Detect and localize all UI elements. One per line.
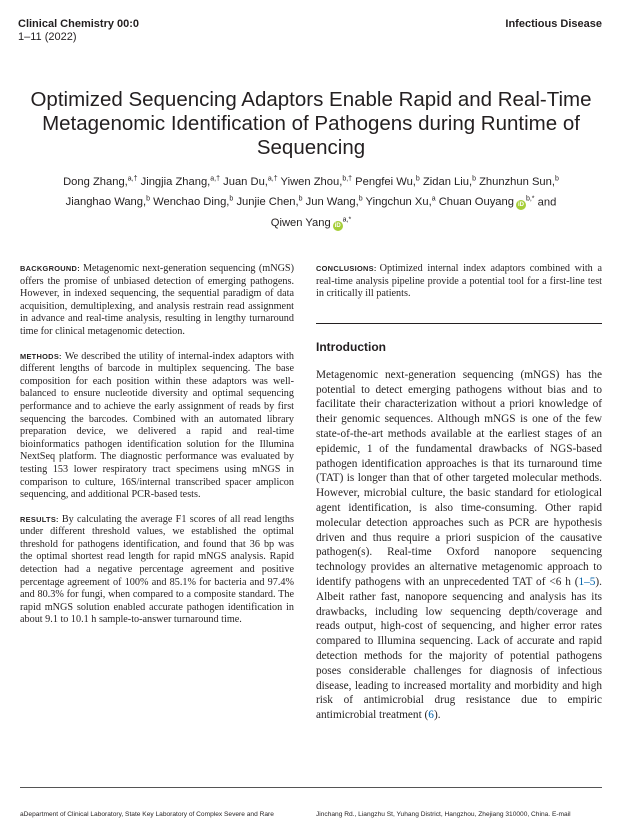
- abstract-results: [20, 514, 294, 627]
- article-category: Infectious Disease: [505, 18, 602, 30]
- author-10[interactable]: Junjie Chen,$^b$: [236, 195, 303, 209]
- journal-pages-year: 1–11 (2022): [18, 31, 77, 43]
- reference-link-1-5[interactable]: 1–5: [578, 575, 596, 588]
- conclusions-text: Optimized internal index adaptors combined with a real-time analysis pipeline provide a potential tool for a first-line test in critically ill patients.: [316, 263, 602, 300]
- methods-label: METHODS:: [20, 351, 62, 361]
- author-14[interactable]: Qiwen Yang $iD^{a,*}$: [270, 216, 352, 230]
- author-5[interactable]: Pengfei Wu,$^b$: [355, 175, 420, 188]
- footnote-rule: [20, 787, 602, 788]
- author-4[interactable]: Yiwen Zhou,$^{b,\dagger}$: [280, 175, 353, 188]
- results-text: By calculating the average F1 scores of all read lengths under different threshold values, we established the optimal threshold for pathogens identification, and found that 36 bp was the optimal shortest read length for rapid mNGS analysis. Rapid detection had a negative percentage agreement and positive percentage agreement of 100% and 85.1% for bacteria and 97.4% and 80.3% for fungi, when compared to a composite standard. The rapid mNGS solution enabled accurate pathogen identification in about 9.1 to 10.1 h sample-to-answer turnaround time.: [20, 513, 294, 626]
- author-6[interactable]: Zidan Liu,$^b$: [422, 175, 476, 188]
- author-9[interactable]: Wenchao Ding,$^b$: [153, 195, 234, 209]
- article-title: Optimized Sequencing Adaptors Enable Rapid and Real-Time Metagenomic Identification of Pathogens during Runtime of Sequencing: [30, 88, 592, 159]
- author-conjunction: and: [537, 196, 557, 209]
- background-label: BACKGROUND:: [20, 264, 80, 273]
- journal-name: Clinical Chemistry 00:0: [18, 18, 140, 30]
- journal-header: [18, 18, 139, 44]
- author-12[interactable]: Yingchun Xu,$^a$: [365, 195, 436, 209]
- author-3[interactable]: Juan Du,$^{a,\dagger}$: [223, 175, 278, 188]
- section-divider: [316, 323, 602, 324]
- conclusions-label: CONCLUSIONS:: [316, 264, 377, 273]
- author-7[interactable]: Zhunzhun Sun,$^b$: [479, 175, 559, 188]
- abstract-conclusions: [316, 263, 602, 301]
- background-text: Metagenomic next-generation sequencing (mNGS) offers the promise of unbiased detection of emerging pathogens. However, in indexed sequencing, the sequential paradigm of data acquisition, demultiplexing, and analysis restrain read assignment in advance and real-time analysis, resulting in lengthy turnaround time for clinical metagenomic detection.: [20, 263, 294, 337]
- orcid-icon[interactable]: iD: [517, 202, 524, 209]
- abstract-methods: [20, 351, 294, 502]
- address-footnote: Jinchang Rd., Liangzhu St, Yuhang District, Hangzhou, Zhejiang 310000, China. E-mail: [316, 811, 571, 818]
- affiliation-footnote: aDepartment of Clinical Laboratory, State Key Laboratory of Complex Severe and Rare: [20, 811, 274, 818]
- author-11[interactable]: Jun Wang,$^b$: [305, 195, 363, 209]
- abstract-background: [20, 263, 294, 339]
- orcid-icon[interactable]: iD: [334, 223, 341, 230]
- introduction-paragraph: Metagenomic next-generation sequencing (mNGS) has the potential to detect emerging pathogens without bias and to facilitate their characterization without a priori knowledge of their genomic sequences. Although mNGS is one of the few state-of-the-art methods available at the earliest stages of an epidemic, 1 of the fundamental drawbacks of NGS-based pathogen identification approaches is that its turnaround time (TAT) is longer than that of other targeted molecular methods. However, microbial culture, the basic standard for etiological agent identification, is also time-consuming. Other rapid molecular detection approaches such as PCR are hypothesis driven and thus require a priori suspicion of the causative pathogen(s). Real-time Oxford nanopore sequencing technology provides an alternative metagenomic approach to identify pathogens with an unprecedented TAT of <6 h (1–5). Albeit rather fast, nanopore sequencing and analysis has its drawbacks, including low sequencing depth/coverage and reads output, high-cost of sequencing, and higher error rates compared to Illumina sequencing. Lack of accurate and rapid detection methods for the majority of potential pathogens poses considerable challenges for diagnosis of infectious disease, leading to increased mortality and morbidity and high risk of antimicrobial drug resistance due to empiric antimicrobial treatment (6).: [316, 368, 602, 722]
- author-8[interactable]: Jianghao Wang,$^b$: [65, 195, 151, 209]
- introduction-heading: Introduction: [316, 339, 386, 354]
- methods-text: We described the utility of internal-index adaptors with different lengths of barcode in multiplex sequencing. The base composition for each position within these adaptors was well-balanced to ensure nucleotide diversity and optimal sequencing performance and to achieve the early assignment of reads by first sequencing the barcodes. Combined with an automated library preparation device, we delivered a rapid and real-time bioinformatics pathogen identification solution for the Illumina NextSeq platform. The diagnostic performance was evaluated by testing 153 lower respiratory tract specimens using mNGS in comparison to culture, 16S/internal transcribed spacer amplicon sequencing, and additional PCR-based tests.: [20, 350, 294, 501]
- author-2[interactable]: Jingjia Zhang,$^{a,\dagger}$: [140, 175, 221, 188]
- right-column: [316, 263, 602, 723]
- reference-link-6[interactable]: 6: [428, 709, 434, 722]
- author-list: [28, 170, 594, 232]
- author-1[interactable]: Dong Zhang,$^{a,\dagger}$: [63, 175, 138, 188]
- results-label: RESULTS:: [20, 514, 59, 524]
- author-13[interactable]: Chuan Ouyang $iD^{b,*}$: [438, 195, 535, 209]
- abstract-column: [20, 263, 294, 639]
